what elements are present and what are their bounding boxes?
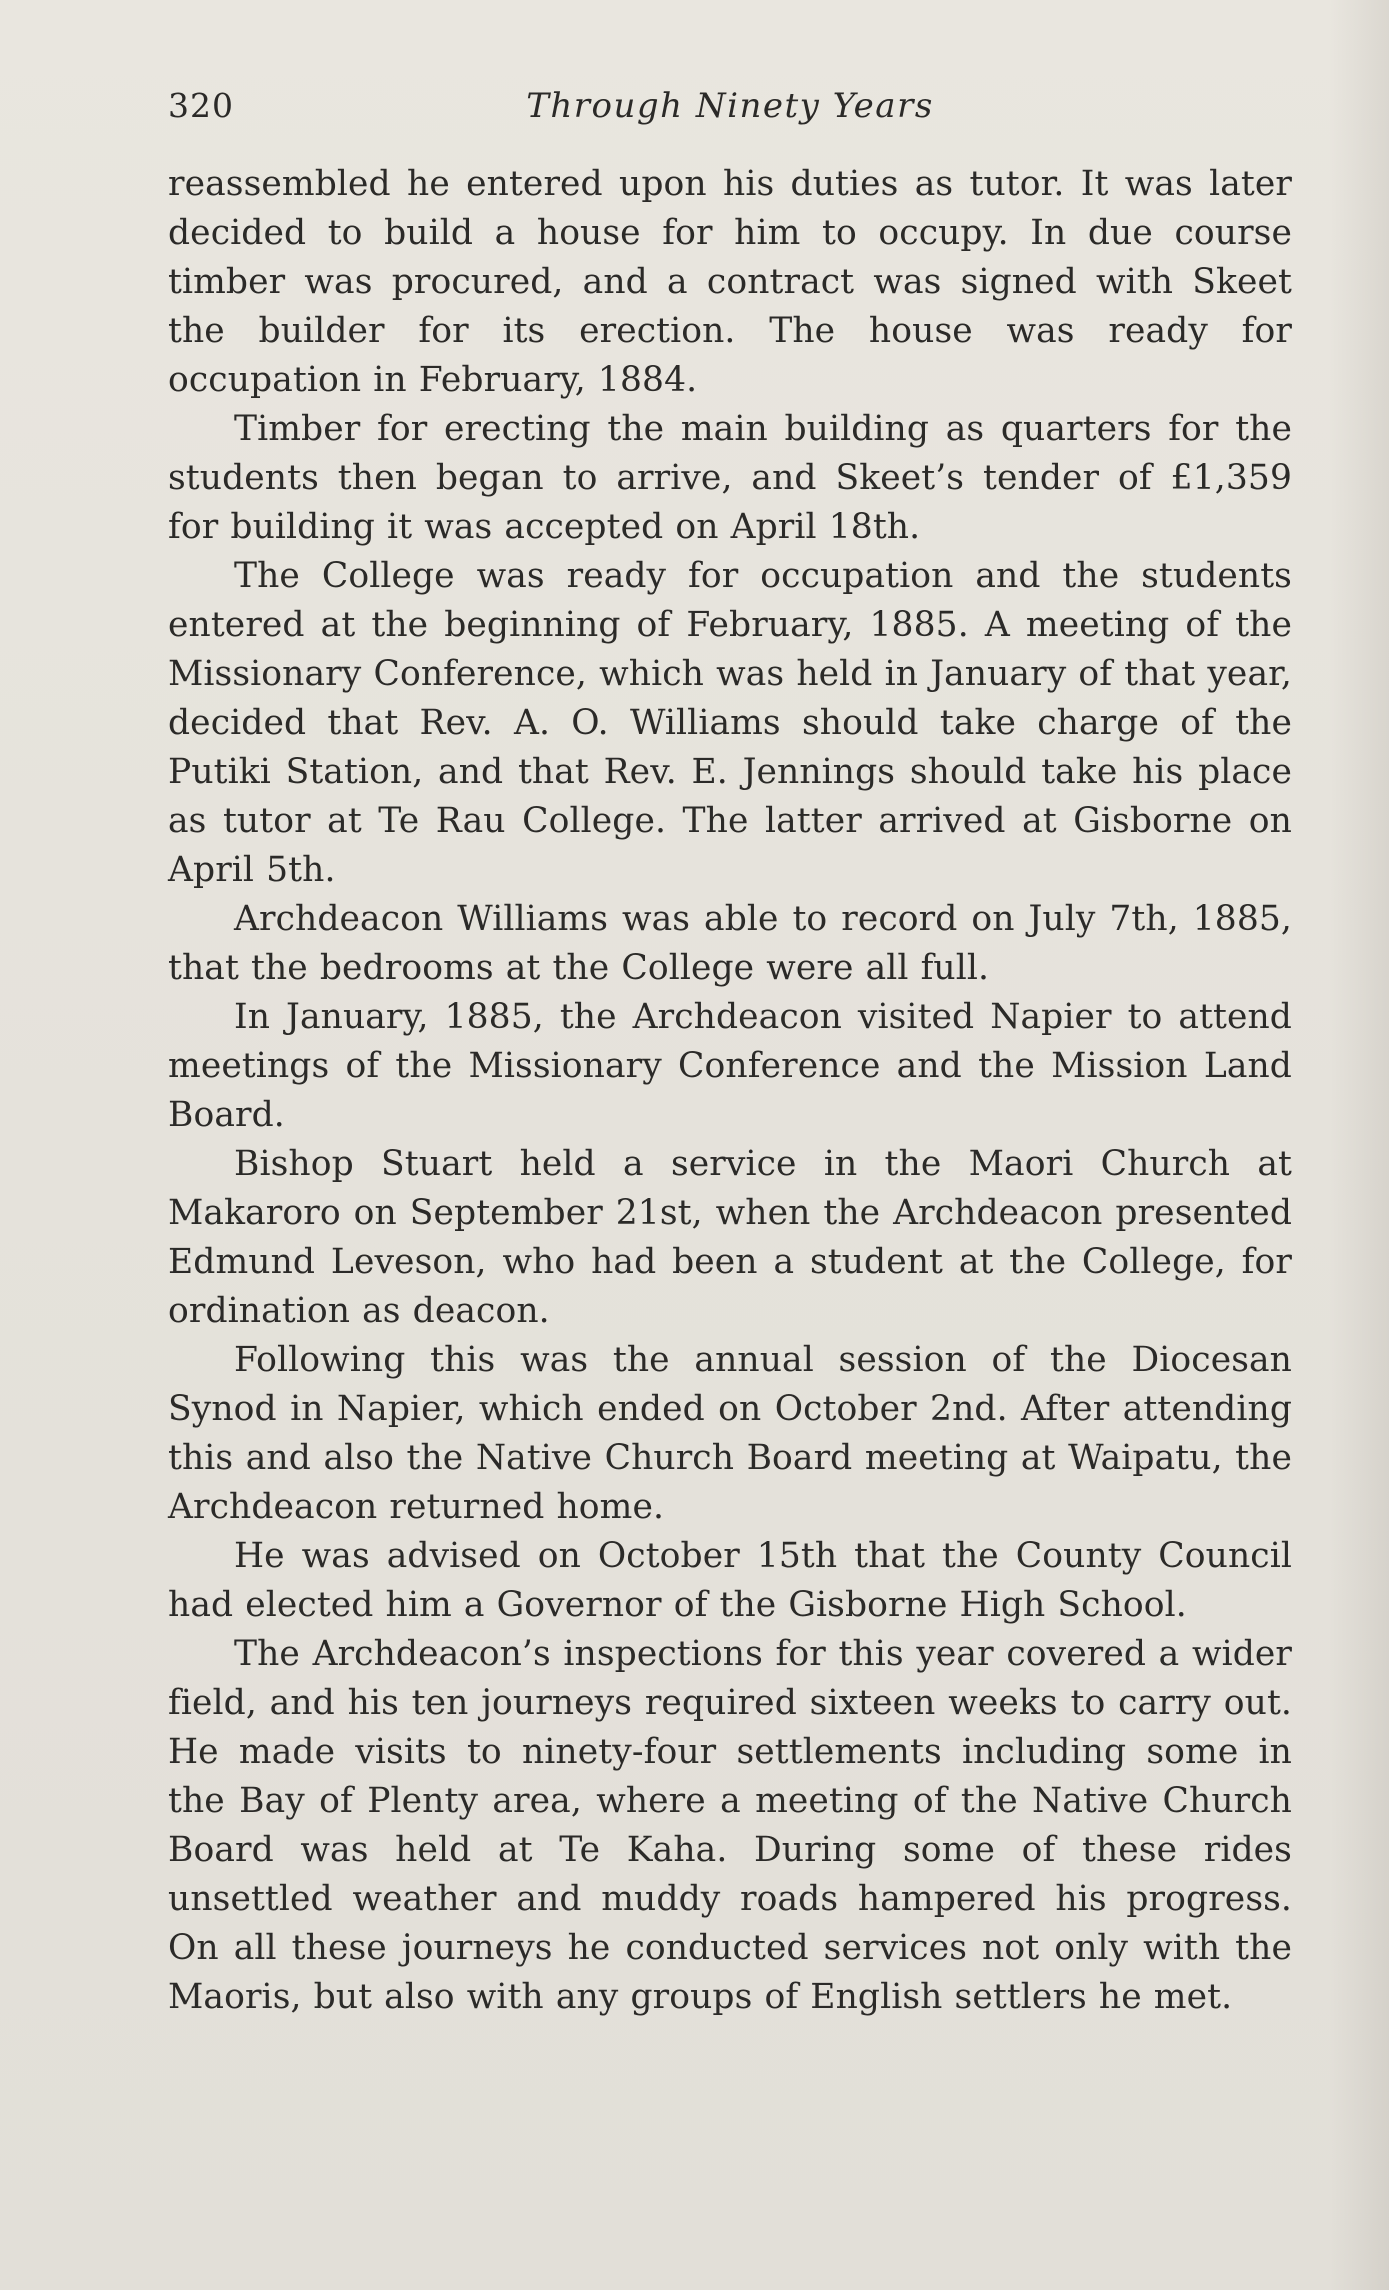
- paragraph: Timber for erecting the main building as quarters for the students then began to arrive, and Skeet’s tender of £1,359 for building it was accepted on April 18th.: [168, 409, 1292, 547]
- paragraph: The College was ready for occupation and the students entered at the beginning of February, 1885. A meeting of the Missionary Conference, which was held in January of that year, decided that Rev. A. O. Williams should take charge of the Putiki Station, and that Rev. E. Jennings should take his place as tutor at Te Rau College. The latter arrived at Gisborne on April 5th.: [168, 556, 1292, 890]
- running-title: Through Ninety Years: [526, 86, 934, 126]
- paragraph: In January, 1885, the Archdeacon visited Napier to attend meetings of the Missionary Conference and the Mission Land Board.: [168, 997, 1292, 1135]
- page-edge-shadow: [1329, 0, 1389, 2290]
- running-header: [168, 78, 1292, 134]
- paragraph: reassembled he entered upon his duties as tutor. It was later decided to build a house for him to occupy. In due course timber was procured, and a contract was signed with Skeet the builder for its erection. The house was ready for occupation in February, 1884.: [168, 164, 1292, 400]
- paragraph: Bishop Stuart held a service in the Maori Church at Makaroro on September 21st, when the Archdeacon presented Edmund Leveson, who had been a student at the College, for ordination as deacon.: [168, 1144, 1292, 1331]
- paragraph: He was advised on October 15th that the County Council had elected him a Governor of the Gisborne High School.: [168, 1536, 1292, 1625]
- paragraph: The Archdeacon’s inspections for this year covered a wider field, and his ten journeys required sixteen weeks to carry out. He made visits to ninety-four settlements including some in the Bay of Plenty area, where a meeting of the Native Church Board was held at Te Kaha. During some of these rides unsettled weather and muddy roads hampered his progress. On all these journeys he conducted services not only with the Maoris, but also with any groups of English settlers he met.: [168, 1634, 1292, 2017]
- paragraph: Following this was the annual session of the Diocesan Synod in Napier, which ended on October 2nd. After attending this and also the Native Church Board meeting at Waipatu, the Archdeacon returned home.: [168, 1340, 1292, 1527]
- paragraph: Archdeacon Williams was able to record on July 7th, 1885, that the bedrooms at the College were all full.: [168, 899, 1292, 988]
- page-number: 320: [168, 86, 234, 125]
- body-text: [168, 160, 1292, 2022]
